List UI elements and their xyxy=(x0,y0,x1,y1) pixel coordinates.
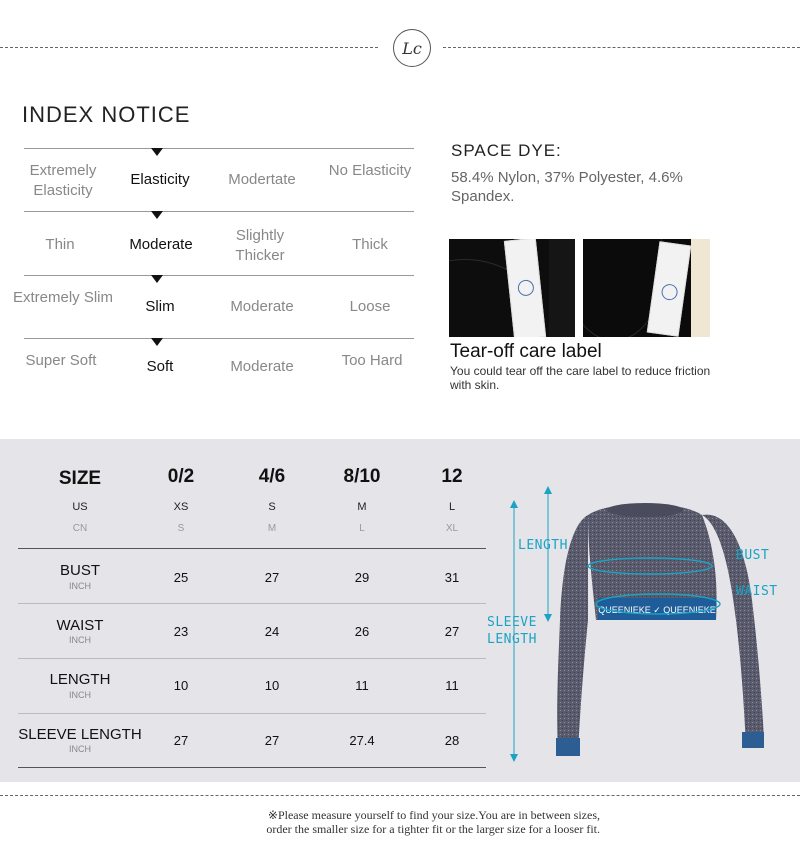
measure-value: 27.4 xyxy=(349,733,375,748)
measure-name: SLEEVE LENGTH xyxy=(18,726,142,743)
notice-option: Moderate xyxy=(230,358,294,375)
notice-option: Moderate xyxy=(230,298,294,315)
care-tag-logo-icon xyxy=(661,283,679,301)
care-label-photo-right xyxy=(583,239,710,337)
measure-unit: INCH xyxy=(69,690,91,700)
measure-unit: INCH xyxy=(69,635,91,645)
table-divider xyxy=(18,603,486,604)
size-column-header: 12 xyxy=(441,466,463,487)
selected-marker-icon xyxy=(151,275,163,283)
notice-divider xyxy=(24,148,414,149)
notice-option-selected: Slim xyxy=(145,298,175,315)
notice-divider xyxy=(24,338,414,339)
measure-value: 27 xyxy=(444,624,460,639)
logo-text: Lc xyxy=(402,38,422,58)
measure-value: 11 xyxy=(355,678,369,693)
care-tag-logo-icon xyxy=(517,279,535,297)
measure-value: 27 xyxy=(264,570,280,585)
notice-option: No Elasticity xyxy=(328,162,412,179)
measure-name: WAIST xyxy=(56,617,104,634)
notice-divider xyxy=(24,275,414,276)
measure-name: LENGTH xyxy=(49,671,111,688)
selected-marker-icon xyxy=(151,338,163,346)
cn-size: XL xyxy=(445,523,459,534)
notice-divider xyxy=(24,211,414,212)
size-note-line2: order the smaller size for a tighter fit or the larger size for a looser fit. xyxy=(266,822,600,836)
notice-option: Loose xyxy=(349,298,391,315)
notice-option: Super Soft xyxy=(25,352,97,369)
band-text: QUEENIEKE ✓ QUEENIEKE xyxy=(598,605,716,615)
cn-size: L xyxy=(359,523,365,534)
selected-marker-icon xyxy=(151,211,163,219)
measure-value: 10 xyxy=(173,678,189,693)
measure-value: 11 xyxy=(445,678,459,693)
notice-option: Too Hard xyxy=(341,352,403,369)
arrow-up-icon xyxy=(510,500,518,508)
us-label: US xyxy=(72,501,88,513)
table-divider xyxy=(18,658,486,659)
background-strip xyxy=(691,239,710,337)
measure-value: 27 xyxy=(264,733,280,748)
cn-size: M xyxy=(267,523,277,534)
length-label: LENGTH xyxy=(518,538,568,553)
notice-option: Thin xyxy=(45,236,75,253)
notice-option-selected: Soft xyxy=(146,358,174,375)
fabric-edge xyxy=(549,239,575,337)
notice-option: Thick xyxy=(352,236,388,253)
selected-marker-icon xyxy=(151,148,163,156)
care-label-photo-left xyxy=(449,239,575,337)
measure-value: 25 xyxy=(173,570,189,585)
notice-option: Modertate xyxy=(228,171,296,188)
arrow-down-icon xyxy=(544,614,552,622)
size-column-header: 4/6 xyxy=(258,466,286,487)
measure-value: 27 xyxy=(173,733,189,748)
us-size: XS xyxy=(173,501,189,513)
notice-option-selected: Elasticity xyxy=(130,171,190,188)
space-dye-composition: 58.4% Nylon, 37% Polyester, 4.6% Spandex. xyxy=(451,169,683,205)
measure-value: 26 xyxy=(354,624,370,639)
size-column-header: 0/2 xyxy=(167,466,195,487)
waist-label: WAIST xyxy=(736,584,778,599)
notice-option-selected: Moderate xyxy=(129,236,193,253)
sleeve-label-line2: LENGTH xyxy=(487,632,537,647)
measure-unit: INCH xyxy=(69,744,91,754)
measure-value: 10 xyxy=(264,678,280,693)
header-divider-right xyxy=(443,47,800,48)
measure-value: 31 xyxy=(444,570,460,585)
size-header-label: SIZE xyxy=(58,468,102,489)
notice-option: Slightly Thicker xyxy=(235,227,285,264)
notice-option: Extremely Elasticity xyxy=(29,162,97,199)
notice-option: Extremely Slim xyxy=(13,289,114,306)
bust-label: BUST xyxy=(736,548,770,563)
measure-name: BUST xyxy=(59,562,100,579)
measure-unit: INCH xyxy=(69,581,91,591)
size-column-header: 8/10 xyxy=(343,466,381,487)
space-dye-title: SPACE DYE: xyxy=(451,141,562,160)
neckline xyxy=(607,503,683,517)
footer-divider xyxy=(0,795,800,796)
cn-label: CN xyxy=(72,523,88,534)
left-cuff xyxy=(556,738,580,756)
header-divider-left xyxy=(0,47,378,48)
sleeve-label-line1: SLEEVE xyxy=(487,615,537,630)
brand-logo xyxy=(393,29,431,67)
cn-size: S xyxy=(177,523,185,534)
arrow-down-icon xyxy=(510,754,518,762)
table-divider xyxy=(18,713,486,714)
table-divider xyxy=(18,767,486,768)
index-notice-title: INDEX NOTICE xyxy=(22,102,191,127)
measure-value: 29 xyxy=(354,570,370,585)
measure-value: 24 xyxy=(264,624,280,639)
table-divider xyxy=(18,548,486,549)
us-size: M xyxy=(357,501,367,513)
right-cuff xyxy=(742,732,764,748)
care-label-title: Tear-off care label xyxy=(450,341,602,362)
measure-value: 28 xyxy=(444,733,460,748)
us-size: S xyxy=(268,501,276,513)
arrow-up-icon xyxy=(544,486,552,494)
care-label-text: You could tear off the care label to reduce friction with skin. xyxy=(450,364,711,392)
size-note-line1: ※Please measure yourself to find your size.You are in between sizes, xyxy=(267,808,600,822)
measure-value: 23 xyxy=(173,624,189,639)
us-size: L xyxy=(448,501,456,513)
